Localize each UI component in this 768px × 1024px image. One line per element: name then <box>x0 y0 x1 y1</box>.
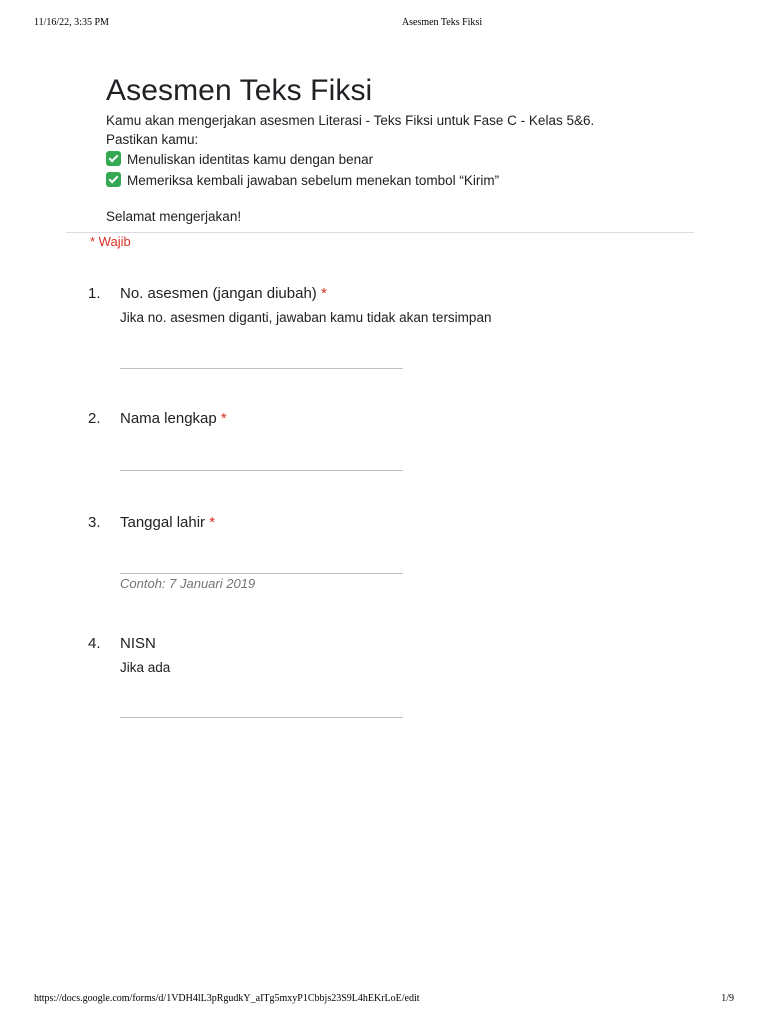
required-asterisk: * <box>209 514 216 531</box>
question-help-text: Jika ada <box>120 660 171 675</box>
required-asterisk: * <box>320 285 327 302</box>
description-intro: Kamu akan mengerjakan asesmen Literasi - Teks Fiksi untuk Fase C - Kelas 5&6. <box>106 113 595 128</box>
checklist-item-2-label: Memeriksa kembali jawaban sebelum menekan tombol “Kirim” <box>127 172 500 188</box>
question-title-text: Tanggal lahir <box>120 514 206 531</box>
question-title <box>120 514 215 531</box>
description-closing: Selamat mengerjakan! <box>106 209 242 224</box>
question-number: 1. <box>88 285 101 302</box>
input-hint: Contoh: 7 Januari 2019 <box>120 576 256 591</box>
check-mark-icon <box>106 172 121 187</box>
page-number: 1/9 <box>721 993 734 1004</box>
answer-input-nama[interactable] <box>120 470 403 471</box>
checklist-item-1-label: Menuliskan identitas kamu dengan benar <box>127 152 374 167</box>
print-doc-title: Asesmen Teks Fiksi <box>401 17 483 28</box>
checklist-item-2 <box>106 170 594 191</box>
form-description <box>106 112 594 227</box>
question-title-text: No. asesmen (jangan diubah) <box>120 285 317 302</box>
header-divider <box>66 232 694 233</box>
print-datetime: 11/16/22, 3:35 PM <box>34 17 109 28</box>
answer-input-tanggal-lahir[interactable] <box>120 573 403 574</box>
checklist-item-1 <box>106 149 594 170</box>
question-title-text: Nama lengkap <box>120 410 217 427</box>
answer-input-asesmen[interactable] <box>120 368 403 369</box>
question-title <box>120 410 227 427</box>
required-asterisk: * <box>220 410 227 427</box>
answer-input-nisn[interactable] <box>120 717 403 718</box>
question-number: 3. <box>88 514 101 531</box>
check-mark-icon <box>106 151 121 166</box>
question-title: NISN <box>120 635 156 652</box>
form-title: Asesmen Teks Fiksi <box>106 74 373 107</box>
question-title <box>120 285 327 302</box>
question-number: 2. <box>88 410 101 427</box>
print-url: https://docs.google.com/forms/d/1VDH4lL3pRgudkY_aITg5mxyP1Cbbjs23S9L4hEKrLoE/edit <box>34 993 420 1004</box>
description-instruction: Pastikan kamu: <box>106 131 199 147</box>
required-note: * Wajib <box>90 234 131 249</box>
question-help-text: Jika no. asesmen diganti, jawaban kamu tidak akan tersimpan <box>120 310 492 325</box>
question-number: 4. <box>88 635 101 652</box>
